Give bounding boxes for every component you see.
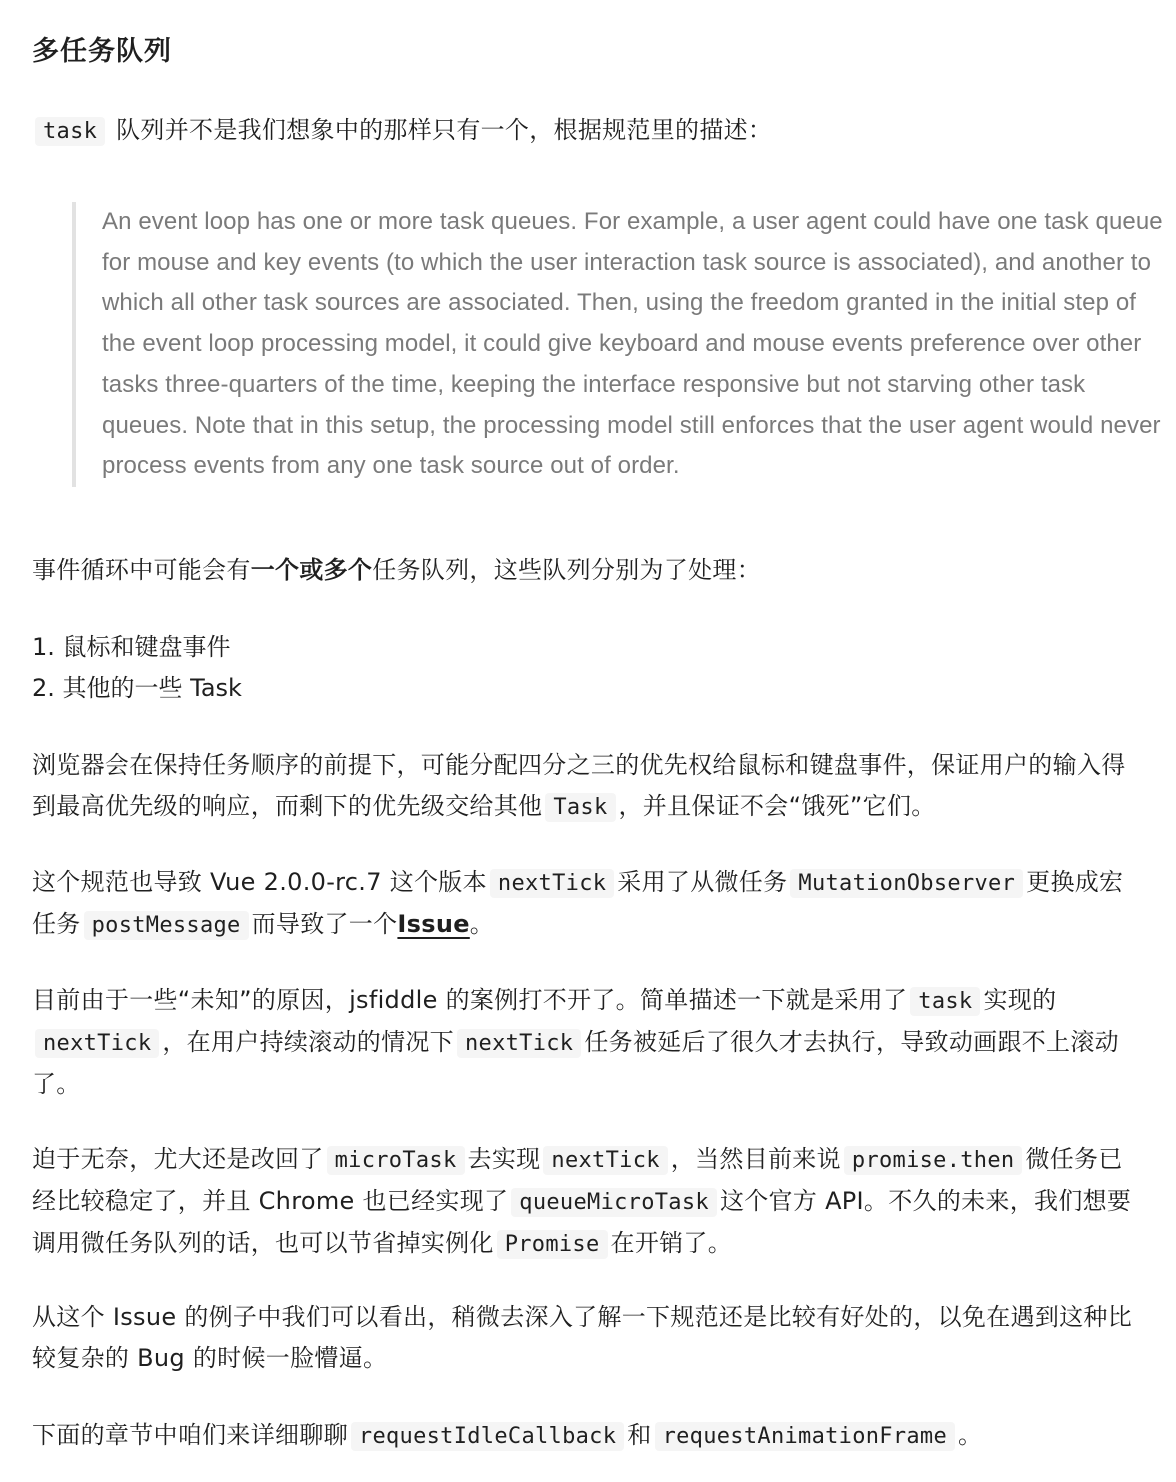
inline-code-requestAnimationFrame: requestAnimationFrame bbox=[655, 1422, 955, 1451]
list-item: 1. 鼠标和键盘事件 bbox=[32, 633, 231, 661]
text-span: 采用了从微任务 bbox=[617, 868, 788, 896]
bold-or: 或 bbox=[299, 556, 324, 584]
paragraph-text: 队列并不是我们想象中的那样只有一个，根据规范里的描述： bbox=[116, 116, 773, 144]
paragraph-jsfiddle bbox=[32, 980, 1134, 1105]
text-span: 和 bbox=[627, 1421, 652, 1449]
paragraph-task-queues bbox=[32, 550, 1134, 591]
text-span: 。 bbox=[958, 1421, 983, 1449]
inline-code-Promise: Promise bbox=[497, 1230, 608, 1259]
bold-many: 多个 bbox=[323, 556, 373, 584]
list-item: 2. 其他的一些 Task bbox=[32, 674, 242, 702]
paragraph-priority bbox=[32, 745, 1134, 828]
text-span: 微任务已经比较稳定了，并且 Chrome 也已经实现了 bbox=[32, 1145, 1123, 1215]
inline-code-task: task bbox=[35, 117, 105, 146]
blockquote-text: An event loop has one or more task queues. For example, a user agent could have one task queue for mouse and key events (to which the user interaction task source is associated), and another to which all other task sources are associated. Then, using the freedom granted in the initial step of the event loop processing model, it could give keyboard and mouse events preference over other tasks three-quarters of the time, keeping the interface responsive but not starving other task queues. Note that in this setup, the processing model still enforces that the user agent would never process events from any one task source out of order. bbox=[102, 208, 1163, 480]
text-span: 浏览器会在保持任务顺序的前提下，可能分配四分之三的优先权给鼠标和键盘事件，保证用户的输入得到最高优先级的响应，而剩下的优先级交给其他 bbox=[32, 751, 1126, 820]
inline-code-nextTick: nextTick bbox=[543, 1146, 667, 1175]
paragraph-microtask bbox=[32, 1139, 1134, 1265]
inline-code-promise-then: promise.then bbox=[844, 1146, 1023, 1175]
inline-code-nextTick: nextTick bbox=[35, 1029, 159, 1058]
text-span: 事件循环中可能会有 bbox=[32, 556, 251, 584]
text-span: ，当然目前来说 bbox=[670, 1145, 841, 1173]
bold-one: 一个 bbox=[250, 556, 300, 584]
section-title: 多任务队列 bbox=[32, 36, 172, 67]
paragraph-conclusion: 从这个 Issue 的例子中我们可以看出，稍微去深入了解一下规范还是比较有好处的，以免在遇到这种比较复杂的 Bug 的时候一脸懵逼。 bbox=[32, 1303, 1133, 1372]
issue-link[interactable]: Issue bbox=[397, 910, 470, 938]
inline-code-microTask: microTask bbox=[327, 1146, 465, 1175]
inline-code-MutationObserver: MutationObserver bbox=[790, 869, 1023, 898]
inline-code-queueMicroTask: queueMicroTask bbox=[511, 1188, 717, 1217]
paragraph-next-chapter bbox=[32, 1415, 1134, 1457]
inline-code-task: task bbox=[910, 987, 980, 1016]
spec-blockquote bbox=[72, 202, 1176, 487]
text-span: 任务被延后了很久才去执行，导致动画跟不上滚动了。 bbox=[32, 1028, 1119, 1098]
text-span: 在开销了。 bbox=[610, 1229, 733, 1257]
paragraph-vue-issue bbox=[32, 862, 1134, 946]
text-span: 去实现 bbox=[467, 1145, 541, 1173]
inline-code-nextTick: nextTick bbox=[490, 869, 614, 898]
text-span: 这个规范也导致 Vue 2.0.0-rc.7 这个版本 bbox=[32, 868, 487, 896]
text-span: 这个官方 API。不久的未来，我们想要调用微任务队列的话，也可以节省掉实例化 bbox=[32, 1187, 1132, 1257]
text-span: 。 bbox=[469, 910, 495, 938]
inline-code-postMessage: postMessage bbox=[84, 911, 249, 940]
text-span: 更换成宏任务 bbox=[32, 868, 1124, 938]
text-span: ，在用户持续滚动的情况下 bbox=[162, 1028, 454, 1056]
text-span: ，并且保证不会“饿死”它们。 bbox=[618, 792, 936, 820]
text-span: 目前由于一些“未知”的原因，jsfiddle 的案例打不开了。简单描述一下就是采用了 bbox=[32, 986, 908, 1014]
paragraph-intro bbox=[32, 110, 1134, 152]
text-span: 而导致了一个 bbox=[251, 910, 398, 938]
queue-list bbox=[32, 627, 242, 709]
inline-code-requestIdleCallback: requestIdleCallback bbox=[351, 1422, 624, 1451]
text-span: 下面的章节中咱们来详细聊聊 bbox=[32, 1421, 348, 1449]
inline-code-Task: Task bbox=[545, 793, 615, 822]
text-span: 迫于无奈，尤大还是改回了 bbox=[32, 1145, 324, 1173]
inline-code-nextTick: nextTick bbox=[457, 1029, 581, 1058]
text-span: 任务队列，这些队列分别为了处理： bbox=[372, 556, 762, 584]
text-span: 实现的 bbox=[983, 986, 1057, 1014]
